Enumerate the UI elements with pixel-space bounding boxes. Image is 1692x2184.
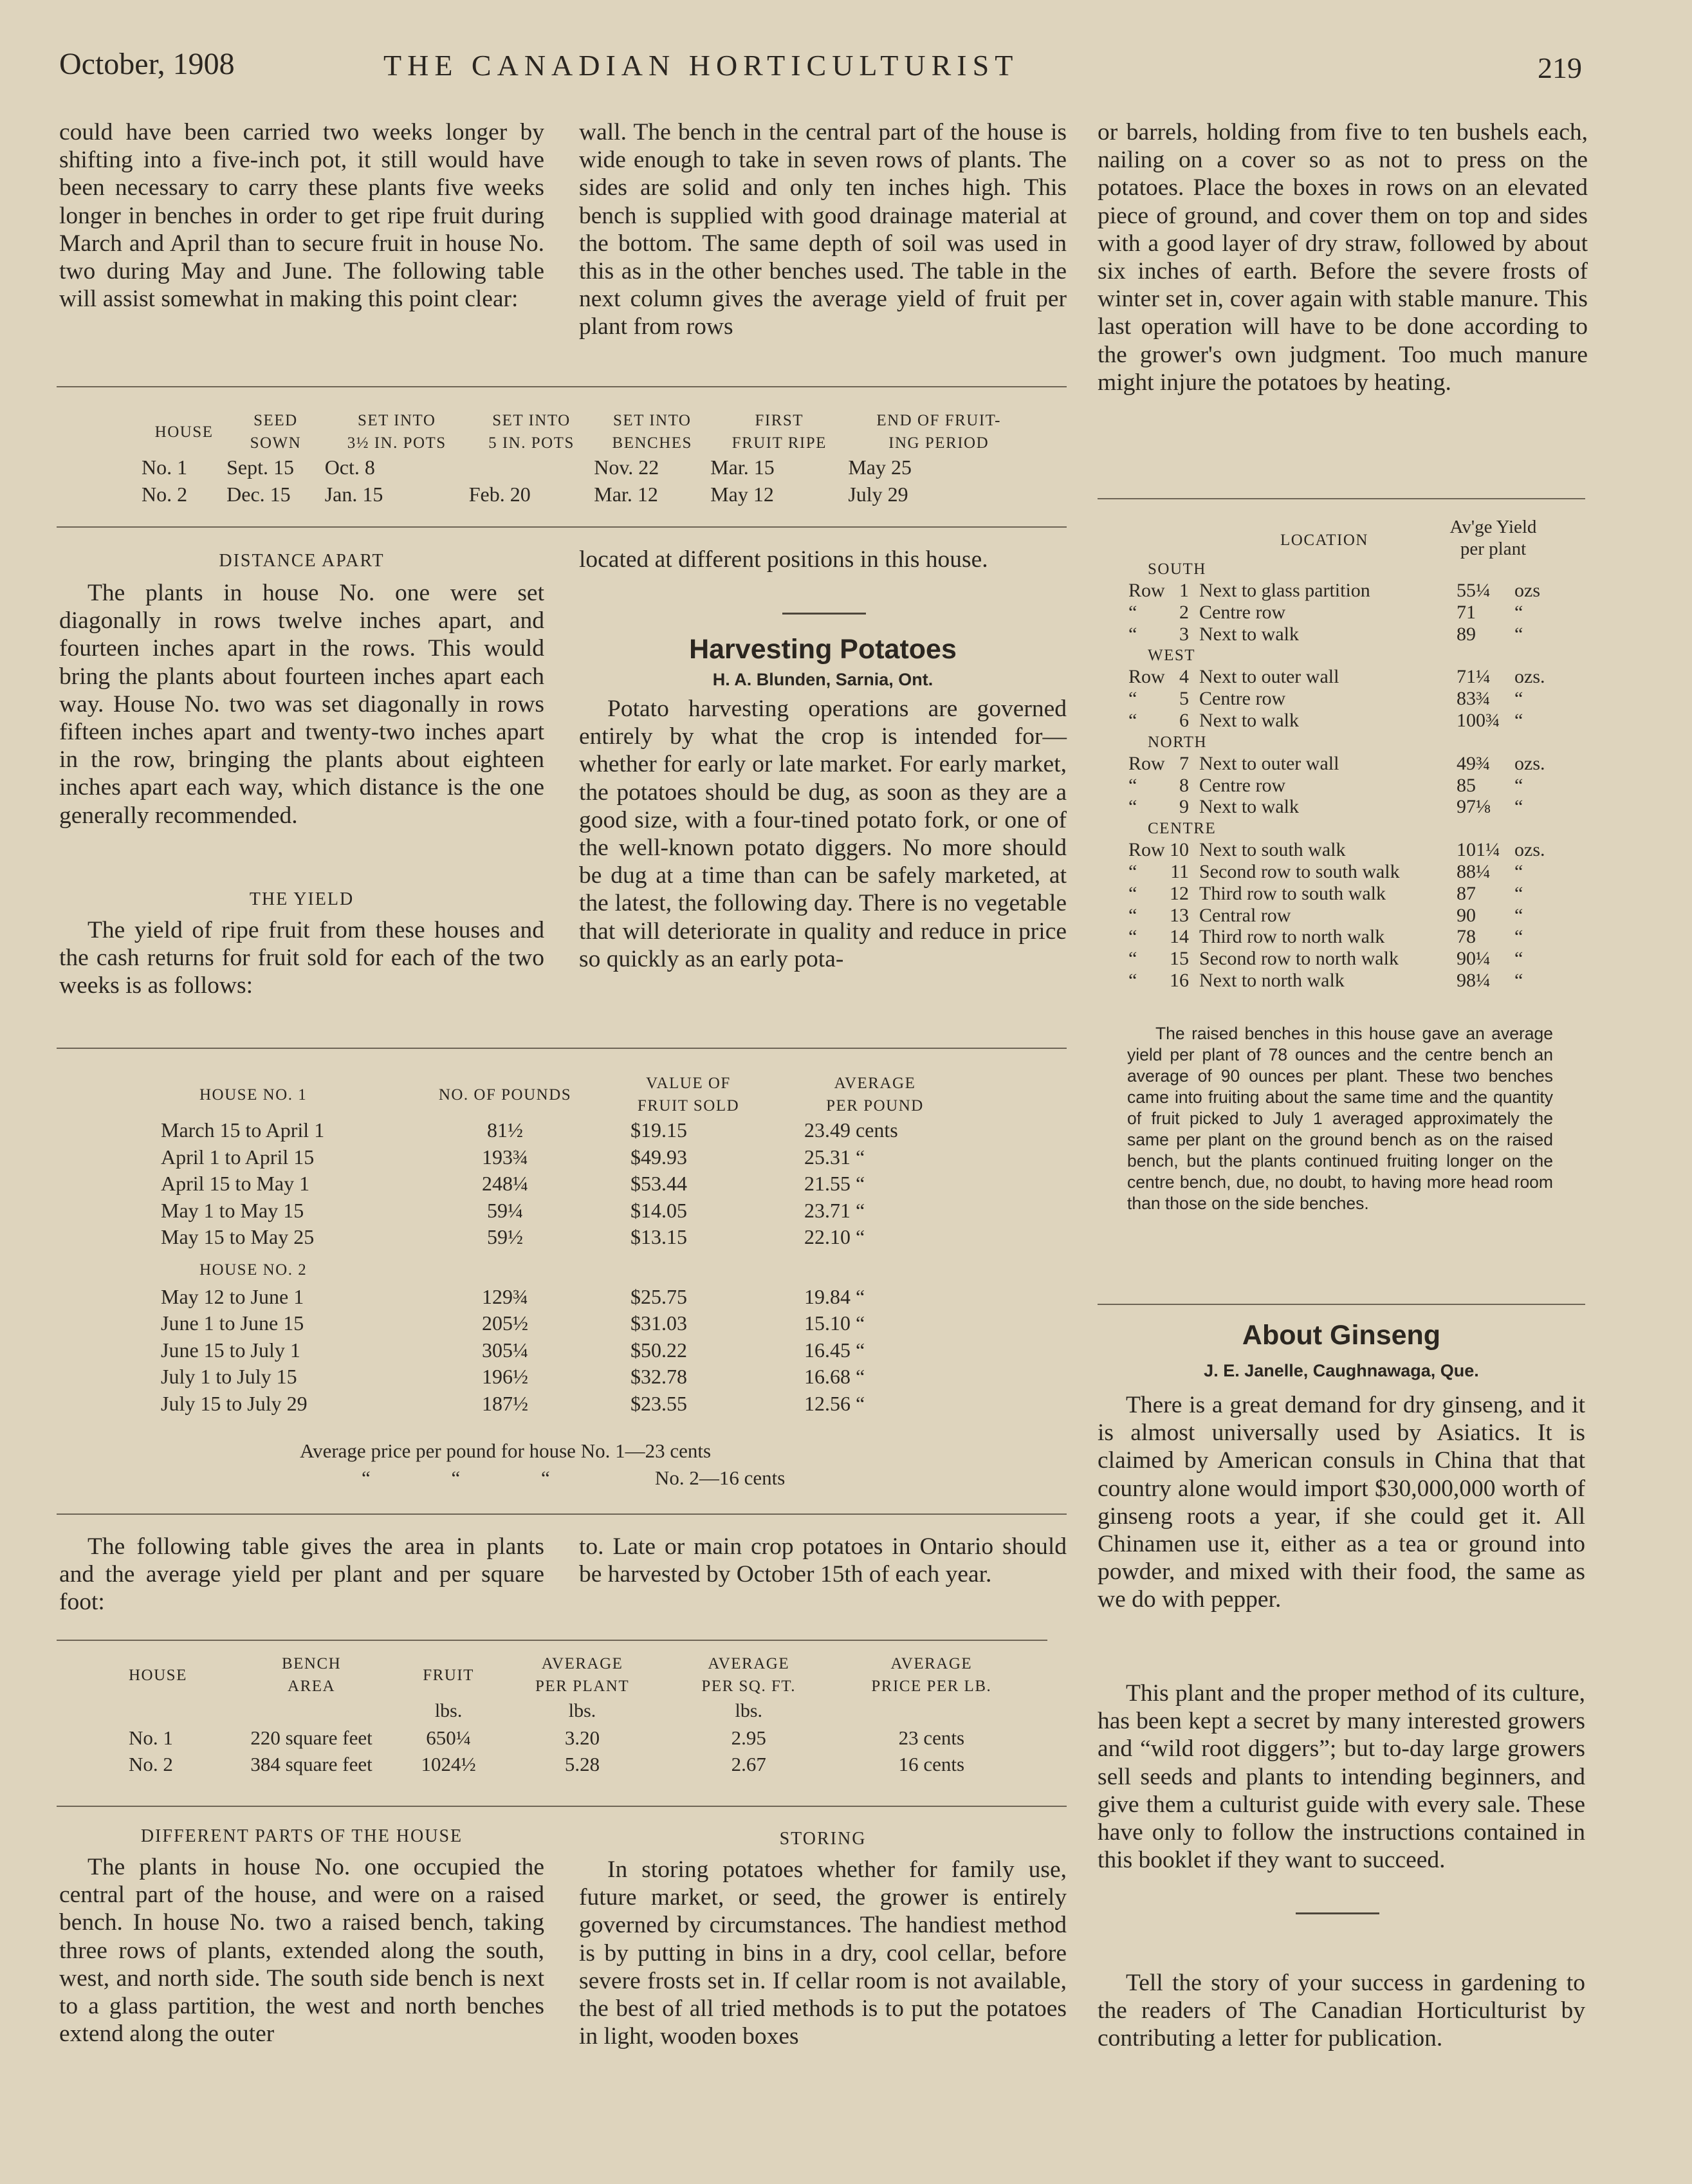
rule xyxy=(1098,498,1585,499)
table-header: SET INTO 3½ IN. POTS xyxy=(347,412,446,452)
short-rule xyxy=(1296,1912,1379,1914)
table-header: VALUE OF FRUIT SOLD xyxy=(637,1075,740,1115)
table-row: Row 10 Next to south walk 101¼ ozs. xyxy=(1128,839,1545,861)
table-row: March 15 to April 1 81½ $19.15 23.49 cents xyxy=(161,1118,898,1142)
table-row: April 1 to April 15 193¾ $49.93 25.31 “ xyxy=(161,1145,865,1169)
table-row: April 15 to May 1 248¼ $53.44 21.55 “ xyxy=(161,1172,865,1195)
table-row: May 12 to June 1 129¾ $25.75 19.84 “ xyxy=(161,1284,865,1308)
table-row: June 1 to June 15 205½ $31.03 15.10 “ xyxy=(161,1311,865,1335)
table-row: No. 2 384 square feet 1024½ 5.28 2.67 16 cents xyxy=(129,1753,965,1775)
rule xyxy=(57,1806,1067,1807)
header-page-number: 219 xyxy=(1538,51,1582,84)
table-row: “ 6 Next to walk 100¾ “ xyxy=(1128,709,1523,731)
table-row: May 1 to May 15 59¼ $14.05 23.71 “ xyxy=(161,1198,865,1222)
the-yield-text: The yield of ripe fruit from these houses and the cash returns for fruit sold for each of the two weeks is as follows: xyxy=(59,917,544,999)
raised-benches-note: The raised benches in this house gave an average yield per plant of 78 ounces and the centre bench an average of 90 ounces per plant. These two benches came into fruiting about the same time and the quantity of fruit picked to July 1 averaged approximately the same per plant on the ground bench as on the raised bench, but the plants continued fruiting longer on the centre bench, due, no doubt, to having more head room than those on the side benches. xyxy=(1127,1024,1553,1213)
unit-label: lbs. xyxy=(434,1700,463,1721)
distance-apart-text: The plants in house No. one were set diagonally in rows twelve inches apart, and fourteen inches apart in the rows. This would bring the plants about fourteen inches apart each way. House No. two was set diagonally in rows fifteen inches apart and twenty-two inches apart in the row, bringing the plants about eighteen inches apart each way, which distance is the one generally recommended. xyxy=(59,580,544,829)
yield-returns-table xyxy=(161,1072,965,1417)
table-row: Row 7 Next to outer wall 49¾ ozs. xyxy=(1128,752,1545,774)
table-header: AVERAGE PER PLANT xyxy=(535,1655,630,1695)
table-row: July 15 to July 29 187½ $23.55 12.56 “ xyxy=(161,1391,865,1415)
table-subheader: HOUSE NO. 2 xyxy=(199,1261,308,1279)
section-heading-the-yield: THE YIELD xyxy=(249,889,354,909)
table-row: “ 15 Second row to north walk 90¼ “ xyxy=(1128,948,1523,970)
table-header: AVERAGE PER SQ. FT. xyxy=(701,1655,796,1695)
group-label: NORTH xyxy=(1148,733,1208,751)
table-row: “ 9 Next to walk 97⅛ “ xyxy=(1128,796,1523,818)
table-header: SEED SOWN xyxy=(250,412,302,452)
article-byline: J. E. Janelle, Caughnawaga, Que. xyxy=(1204,1361,1479,1380)
location-yield-table xyxy=(1128,559,1553,992)
intro-col2: wall. The bench in the central part of the house is wide enough to take in seven rows of plants. The sides are solid and only ten inches high. This bench is supplied with good drainage material at the bottom. The same depth of soil was used in this as in the other benches used. The table in the next column gives the average yield of fruit per plant from rows xyxy=(579,119,1067,340)
table-header: HOUSE xyxy=(154,423,214,441)
table-header: HOUSE NO. 1 xyxy=(199,1086,308,1104)
table-row: “ 16 Next to north walk 98¼ “ xyxy=(1128,969,1523,991)
table-row: June 15 to July 1 305¼ $50.22 16.45 “ xyxy=(161,1338,865,1362)
table-row: “ 8 Centre row 85 “ xyxy=(1128,774,1523,796)
ginseng-paragraph-1: There is a great demand for dry ginseng, and it is almost universally used by Asiatics. It is claimed by American consuls in China that that country alone would import $30,000,000 worth of ginseng roots a year, if she could get it. All Chinamen use it, either as a tea or ground into powder, and mixed with their food, the same as we do with pepper. xyxy=(1098,1392,1585,1613)
section-heading-different-parts: DIFFERENT PARTS OF THE HOUSE xyxy=(140,1826,463,1846)
section-heading-storing: STORING xyxy=(779,1829,867,1849)
col2-continued: located at different positions in this house. xyxy=(579,546,988,573)
table-header: SET INTO BENCHES xyxy=(612,412,692,452)
table-header: FIRST FRUIT RIPE xyxy=(731,412,827,452)
table-row: “ 14 Third row to north walk 78 “ xyxy=(1128,926,1523,948)
harvesting-text: Potato harvesting operations are governed entirely by what the crop is intended for—whether for early or late market. For early market, the potatoes should be dug, as soon as they are a good size, with a four-tined potato fork, or one of the well-known potato diggers. No more should be dug at a time than can be safely marketed, at the latest, the following day. There is no vegetable that will deteriorate in quality and reduce in price so quickly as an early pota- xyxy=(579,696,1067,972)
planting-schedule-table xyxy=(142,409,1029,508)
table-header: NO. OF POUNDS xyxy=(438,1086,572,1104)
header-date: October, 1908 xyxy=(59,47,235,81)
table-row: May 15 to May 25 59½ $13.15 22.10 “ xyxy=(161,1225,865,1248)
table-header: BENCH AREA xyxy=(281,1655,342,1695)
table-header: Av'ge Yield per plant xyxy=(1449,517,1537,559)
section-heading-distance-apart: DISTANCE APART xyxy=(219,551,385,571)
table-header: AVERAGE PER POUND xyxy=(826,1075,924,1115)
area-intro: The following table gives the area in plants and the average yield per plant and per square foot: xyxy=(59,1533,544,1616)
average-price-line-2: No. 2—16 cents xyxy=(655,1467,786,1489)
ginseng-paragraph-2: This plant and the proper method of its culture, has been kept a secret by many interested growers and “wild root diggers”; but to-day large growers sell seeds and plants to intending beginners, and give them a culturist guide with every sale. These have only to follow the instructions contained in this booklet if they want to succeed. xyxy=(1098,1680,1585,1874)
table-header: FRUIT xyxy=(423,1667,474,1684)
article-title-harvesting-potatoes: Harvesting Potatoes xyxy=(689,634,957,665)
group-label: WEST xyxy=(1148,647,1196,665)
storing-text: In storing potatoes whether for family use, future market, or seed, the grower is entirely governed by circumstances. The handiest method is by putting in bins in a dry, cool cellar, before severe frosts set in. If cellar room is not available, the best of all tried methods is to put the potatoes in light, wooden boxes xyxy=(579,1856,1067,2050)
average-price-line-1: Average price per pound for house No. 1—23 cents xyxy=(300,1439,712,1462)
table-row: Row 1 Next to glass partition 55¼ ozs xyxy=(1128,580,1540,601)
table-row: “ 11 Second row to south walk 88¼ “ xyxy=(1128,860,1523,882)
table-header: HOUSE xyxy=(129,1667,187,1684)
table-row: Row 4 Next to outer wall 71¼ ozs. xyxy=(1128,666,1545,688)
table-header: SET INTO 5 IN. POTS xyxy=(488,412,575,452)
rule xyxy=(57,1048,1067,1049)
table-row: “ 3 Next to walk 89 “ xyxy=(1128,623,1523,645)
table-header: LOCATION xyxy=(1280,532,1368,549)
table-row: No. 1 220 square feet 650¼ 3.20 2.95 23 cents xyxy=(129,1726,965,1749)
table-row: “ 2 Centre row 71 “ xyxy=(1128,601,1523,623)
group-label: CENTRE xyxy=(1148,820,1217,838)
table-row: “ 5 Centre row 83¾ “ xyxy=(1128,688,1523,710)
table-row: No. 2 Dec. 15 Jan. 15 Feb. 20 Mar. 12 May 12 July 29 xyxy=(142,482,908,506)
table-row: No. 1 Sept. 15 Oct. 8 Nov. 22 Mar. 15 May 25 xyxy=(142,456,912,479)
intro-col1: could have been carried two weeks longer by shifting into a five-inch pot, it still would have been necessary to carry these plants five weeks longer in benches in order to get ripe fruit during March and April than to secure fruit in house No. two during May and June. The following table will assist somewhat in making this point clear: xyxy=(59,119,544,313)
average-price-dittos: “ “ “ xyxy=(362,1467,550,1489)
area-yield-table xyxy=(129,1652,1029,1778)
rule xyxy=(57,1640,1047,1641)
table-header: AVERAGE PRICE PER LB. xyxy=(871,1655,992,1695)
group-label: SOUTH xyxy=(1148,560,1206,578)
table-row: “ 12 Third row to south walk 87 “ xyxy=(1128,882,1523,904)
unit-label: lbs. xyxy=(735,1700,762,1721)
closing-note: Tell the story of your success in gardening to the readers of The Canadian Horticulturist by contributing a letter for publication. xyxy=(1098,1970,1585,2052)
col3-top-text: or barrels, holding from five to ten bushels each, nailing on a cover so as not to press on the potatoes. Place the boxes in rows on an elevated piece of ground, and cover them on top and sides with a good layer of dry straw, followed by about six inches of earth. Before the severe frosts of winter set in, cover again with stable manure. This last operation will have to be done according to the grower's own judgment. Too much manure might injure the potatoes by heating. xyxy=(1098,119,1588,396)
article-title-about-ginseng: About Ginseng xyxy=(1242,1320,1441,1351)
short-rule xyxy=(782,613,866,615)
harvesting-continued: to. Late or main crop potatoes in Ontario should be harvested by October 15th of each year. xyxy=(579,1533,1067,1588)
article-byline: H. A. Blunden, Sarnia, Ont. xyxy=(712,670,933,689)
table-row: “ 13 Central row 90 “ xyxy=(1128,904,1523,926)
rule xyxy=(57,1513,1067,1515)
rule xyxy=(57,386,1067,387)
unit-label: lbs. xyxy=(568,1700,596,1721)
table-header: END OF FRUIT- ING PERIOD xyxy=(876,412,1001,452)
table-row: July 1 to July 15 196½ $32.78 16.68 “ xyxy=(161,1365,865,1388)
rule xyxy=(1098,1304,1585,1305)
rule xyxy=(57,526,1067,528)
different-parts-text: The plants in house No. one occupied the central part of the house, and were on a raised bench. In house No. two a raised bench, taking three rows of plants, extended along the south, west, and north side. The south side bench is next to a glass partition, the west and north benches extend along the outer xyxy=(59,1854,544,2048)
header-journal: THE CANADIAN HORTICULTURIST xyxy=(383,49,1019,82)
